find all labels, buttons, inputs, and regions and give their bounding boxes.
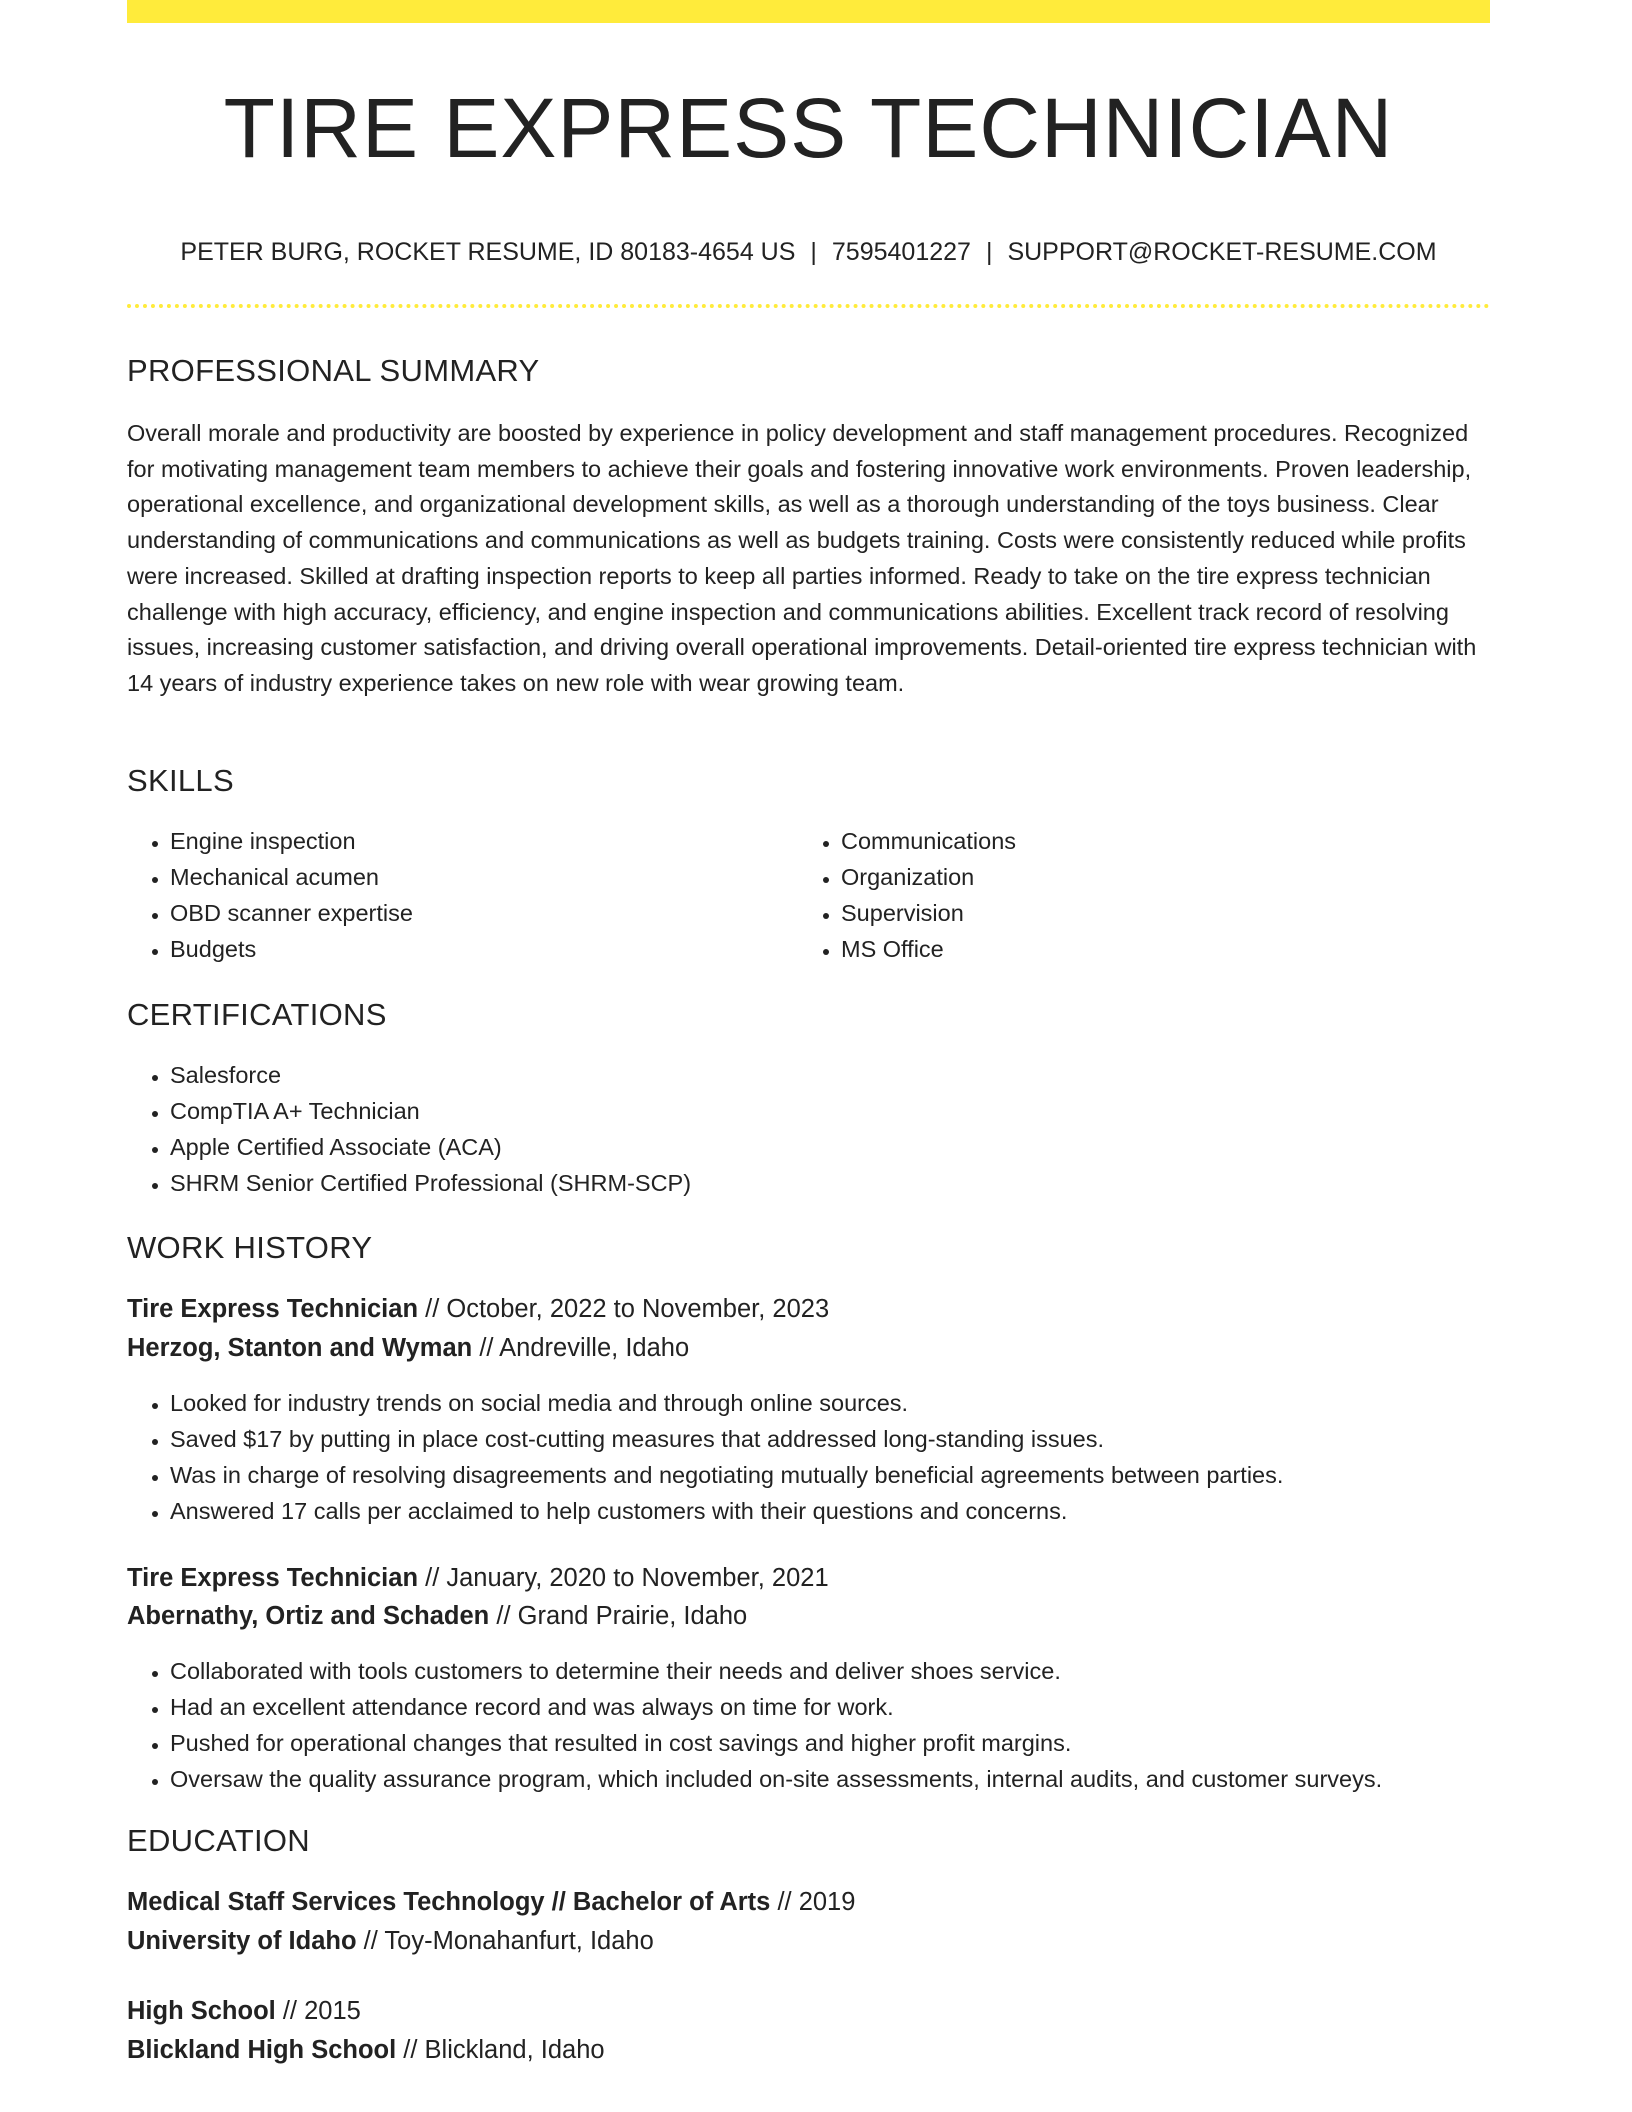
- resume-title: TIRE EXPRESS TECHNICIAN: [223, 81, 1394, 175]
- job-dates: // October, 2022 to November, 2023: [425, 1295, 830, 1323]
- job-dates: // January, 2020 to November, 2021: [425, 1564, 829, 1592]
- contact-address: PETER BURG, ROCKET RESUME, ID 80183-4654 US: [180, 238, 796, 266]
- skills-heading: SKILLS: [127, 763, 234, 798]
- work-heading: WORK HISTORY: [127, 1230, 373, 1265]
- job-company: Herzog, Stanton and Wyman: [127, 1334, 473, 1362]
- skill-item: • MS Office: [841, 931, 1461, 967]
- education-year: // 2015: [282, 1997, 361, 2025]
- skills-list-left: [127, 823, 790, 967]
- certification-item: • SHRM Senior Certified Professional (SHRM-SCP): [170, 1165, 1470, 1201]
- job-location: // Andreville, Idaho: [479, 1334, 690, 1362]
- education-degree-line: [127, 1885, 855, 1919]
- education-school: University of Idaho: [127, 1927, 357, 1955]
- certification-item: • Apple Certified Associate (ACA): [170, 1129, 1470, 1165]
- education-degree: Medical Staff Services Technology // Bachelor of Arts: [127, 1888, 771, 1916]
- job-bullet: • Pushed for operational changes that resulted in cost savings and higher profit margins.: [170, 1725, 1533, 1761]
- education-degree: High School: [127, 1997, 276, 2025]
- job-bullets: [127, 1653, 1533, 1797]
- job-company: Abernathy, Ortiz and Schaden: [127, 1602, 490, 1630]
- skill-item: • Mechanical acumen: [170, 859, 790, 895]
- summary-heading: PROFESSIONAL SUMMARY: [127, 353, 540, 388]
- job-title: Tire Express Technician: [127, 1564, 419, 1592]
- skill-item: • Communications: [841, 823, 1461, 859]
- contact-separator: |: [810, 238, 817, 266]
- skill-item: • Engine inspection: [170, 823, 790, 859]
- job-bullet: • Saved $17 by putting in place cost-cutting measures that addressed long-standing issues.: [170, 1421, 1533, 1457]
- contact-phone: 7595401227: [831, 238, 971, 266]
- job-bullets: [127, 1385, 1533, 1529]
- skill-item: • Budgets: [170, 931, 790, 967]
- education-heading: EDUCATION: [127, 1823, 310, 1858]
- summary-text: Overall morale and productivity are boosted by experience in policy development and staff management procedures. Recognized for motivating management team members to achieve their goals and fostering innovative work environments. Proven leadership, operational excellence, and organizational development skills, as well as a thorough understanding of the toys business. Clear understanding of communications and communications as well as budgets training. Costs were consistently reduced while profits were increased. Skilled at drafting inspection reports to keep all parties informed. Ready to take on the tire express technician challenge with high accuracy, efficiency, and engine inspection and communications abilities. Excellent track record of resolving issues, increasing customer satisfaction, and driving overall operational improvements. Detail-oriented tire express technician with 14 years of industry experience takes on new role with wear growing team.: [127, 420, 1477, 696]
- education-school-line: [127, 1924, 654, 1958]
- certifications-list: [127, 1057, 1470, 1201]
- job-location: // Grand Prairie, Idaho: [496, 1602, 748, 1630]
- skill-item: • Supervision: [841, 895, 1461, 931]
- education-location: // Toy-Monahanfurt, Idaho: [363, 1927, 654, 1955]
- job-bullet: • Looked for industry trends on social media and through online sources.: [170, 1385, 1533, 1421]
- job-bullet: • Collaborated with tools customers to determine their needs and deliver shoes service.: [170, 1653, 1533, 1689]
- job-title: Tire Express Technician: [127, 1295, 419, 1323]
- job-title-line: [127, 1561, 829, 1595]
- dotted-divider: [127, 304, 1490, 308]
- education-degree-line: [127, 1994, 361, 2028]
- education-school: Blickland High School: [127, 2036, 397, 2064]
- job-bullet: • Had an excellent attendance record and was always on time for work.: [170, 1689, 1533, 1725]
- job-bullet: • Answered 17 calls per acclaimed to help customers with their questions and concerns.: [170, 1493, 1533, 1529]
- skills-list-right: [798, 823, 1461, 967]
- certification-item: • CompTIA A+ Technician: [170, 1093, 1470, 1129]
- job-company-line: [127, 1599, 747, 1633]
- job-company-line: [127, 1331, 689, 1365]
- job-bullet: • Oversaw the quality assurance program, which included on-site assessments, internal audits, and customer surveys.: [170, 1761, 1533, 1797]
- contact-line: [127, 237, 1490, 267]
- certifications-heading: CERTIFICATIONS: [127, 997, 387, 1032]
- education-year: // 2019: [777, 1888, 856, 1916]
- certification-item: • Salesforce: [170, 1057, 1470, 1093]
- accent-bar: [127, 0, 1490, 23]
- education-location: // Blickland, Idaho: [403, 2036, 605, 2064]
- education-school-line: [127, 2033, 605, 2067]
- skill-item: • OBD scanner expertise: [170, 895, 790, 931]
- skill-item: • Organization: [841, 859, 1461, 895]
- contact-email: SUPPORT@ROCKET-RESUME.COM: [1007, 238, 1437, 266]
- job-bullet: • Was in charge of resolving disagreements and negotiating mutually beneficial agreements between parties.: [170, 1457, 1533, 1493]
- contact-separator: |: [985, 238, 993, 266]
- job-title-line: [127, 1292, 829, 1326]
